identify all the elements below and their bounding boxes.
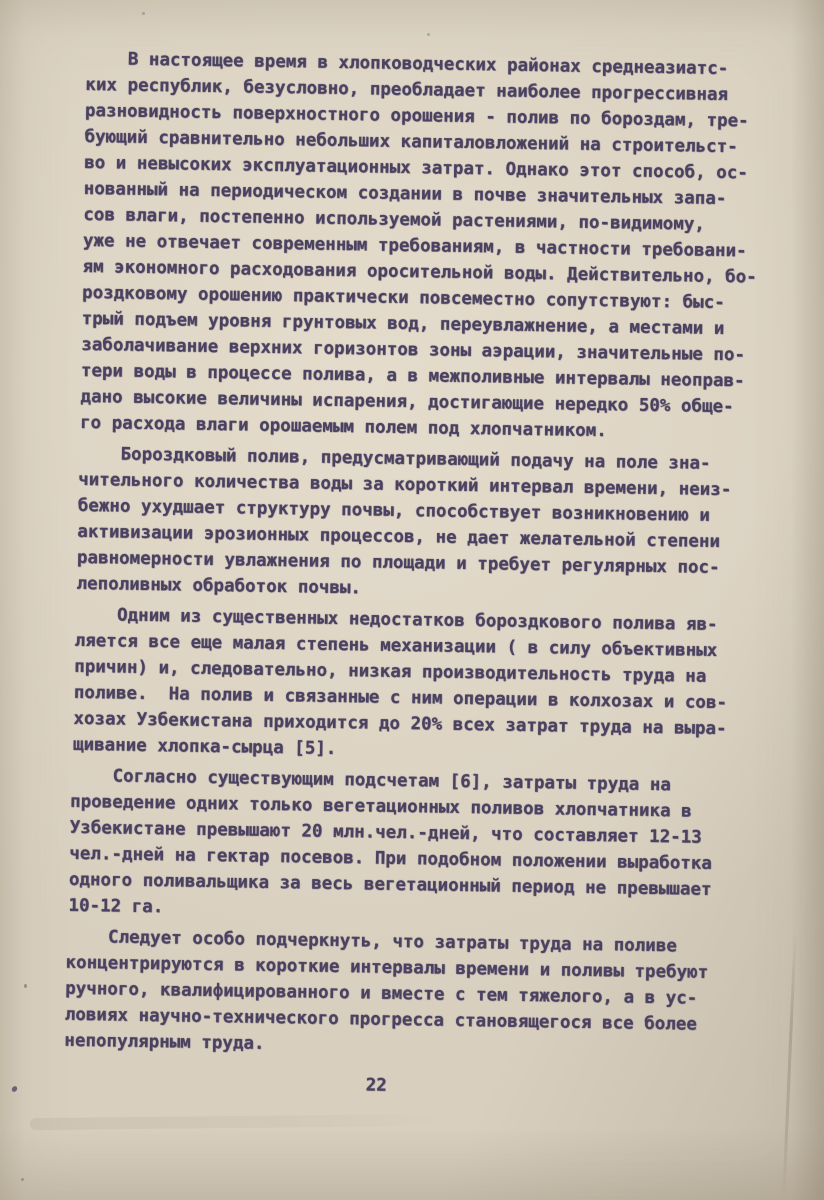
text-line: Следует особо подчеркнуть, что затраты труда на поливе: [107, 927, 678, 957]
text-line: леполивных обработок почвы.: [76, 573, 362, 599]
text-line: 10-12 га.: [68, 895, 164, 918]
text-line: Согласно существующим подсчетам [6], затраты труда на: [112, 766, 672, 796]
paper-smudge: [30, 1114, 450, 1130]
text-line: уже не отвечает современным требованиям, в частности требовани-: [82, 230, 747, 262]
text-line: проведение одних только вегетационных поливов хлопчатника в: [69, 791, 692, 822]
page-number: 22: [365, 1075, 387, 1096]
text-line: ляется все еще малая степень механизации ( в силу объективных: [74, 630, 718, 661]
text-line: чел.-дней на гектар посевов. При подобном положении выработка: [69, 843, 713, 874]
text-line: ручного, квалифицированного и вместе с тем тяжелого, а в ус-: [65, 978, 698, 1009]
text-line: поливе. На полив и связанные с ним операции в колхозах и сов-: [73, 682, 728, 714]
text-line: Одним из существенных недостатков бороздкового полива яв-: [116, 605, 718, 635]
paragraph-2: [76, 441, 754, 608]
text-line: трый подъем уровня грунтовых вод, переувлажнение, а местами и: [81, 308, 725, 340]
text-line: В настоящее время в хлопководческих районах среднеазиатс-: [127, 49, 729, 80]
text-line: непопулярным труда.: [64, 1030, 265, 1054]
paper-crease: [782, 930, 797, 1200]
paragraph-1: [80, 46, 760, 447]
ink-speck: [21, 1178, 24, 1181]
ink-speck: [427, 33, 430, 36]
ink-speck: [142, 12, 145, 15]
text-line: бежно ухудшает структуру почвы, способствует возникновению и: [77, 495, 711, 526]
ink-speck: [11, 1085, 19, 1093]
text-line: бующий сравнительно небольших капиталовложений на строительст-: [84, 126, 738, 158]
text-line: щивание хлопка-сырца [5].: [72, 734, 337, 760]
text-line: нованный на периодическом создании в почве значительных запа-: [83, 178, 727, 210]
text-line: дано высокие величины испарения, достигающие нередко 50% обще-: [80, 386, 734, 418]
text-line: хозах Узбекистана приходится до 20% всех затрат труда на выра-: [73, 708, 727, 740]
text-line: роздковому орошению практически повсеместно сопутствуют: быс-: [81, 282, 725, 314]
text-line: тери воды в процессе полива, а в межполивные интервалы неоправ-: [80, 360, 745, 392]
text-line: Узбекистане превышают 20 млн.чел.-дней, что составляет 12-13: [69, 817, 702, 848]
paragraph-4: [68, 763, 749, 930]
text-line: чительного количества воды за короткий интервал времени, неиз-: [78, 469, 732, 501]
text-line: го расхода влаги орошаемым полем под хлопчатником.: [79, 412, 607, 442]
text-line: заболачивание верхних горизонтов зоны аэрации, значительные по-: [81, 334, 746, 366]
text-line: во и невысоких эксплуатационных затрат. Однако этот способ, ос-: [84, 152, 749, 184]
text-line: равномерности увлажнения по площади и требует регулярных пос-: [76, 547, 720, 579]
text-line: активизации эрозионных процессов, не дает желательной степени: [77, 521, 721, 553]
text-line: ких республик, безусловно, преобладает наиболее прогрессивная: [85, 74, 729, 106]
paragraph-5: [64, 924, 746, 1065]
text-line: Бороздковый полив, предусматривающий подачу на поле зна-: [120, 444, 711, 474]
text-line: концентрируются в короткие интервалы времени и поливы требуют: [65, 952, 709, 983]
text-line: причин) и, следовательно, низкая производительность труда на: [74, 656, 707, 687]
text-line: одного поливальщика за весь вегетационный период не превышает: [68, 869, 712, 900]
text-line: разновидность поверхностного орошения - полив по бороздам, тре-: [84, 100, 749, 132]
text-line: ям экономного расходования оросительной воды. Действительно, бо-: [82, 256, 757, 288]
ink-speck: [24, 984, 27, 988]
text-line: ловиях научно-технического прогресса становящегося все более: [64, 1004, 698, 1035]
paragraph-3: [73, 602, 752, 769]
typewritten-text: [64, 46, 761, 1104]
text-line: сов влаги, постепенно используемой растениями, по-видимому,: [83, 204, 706, 235]
